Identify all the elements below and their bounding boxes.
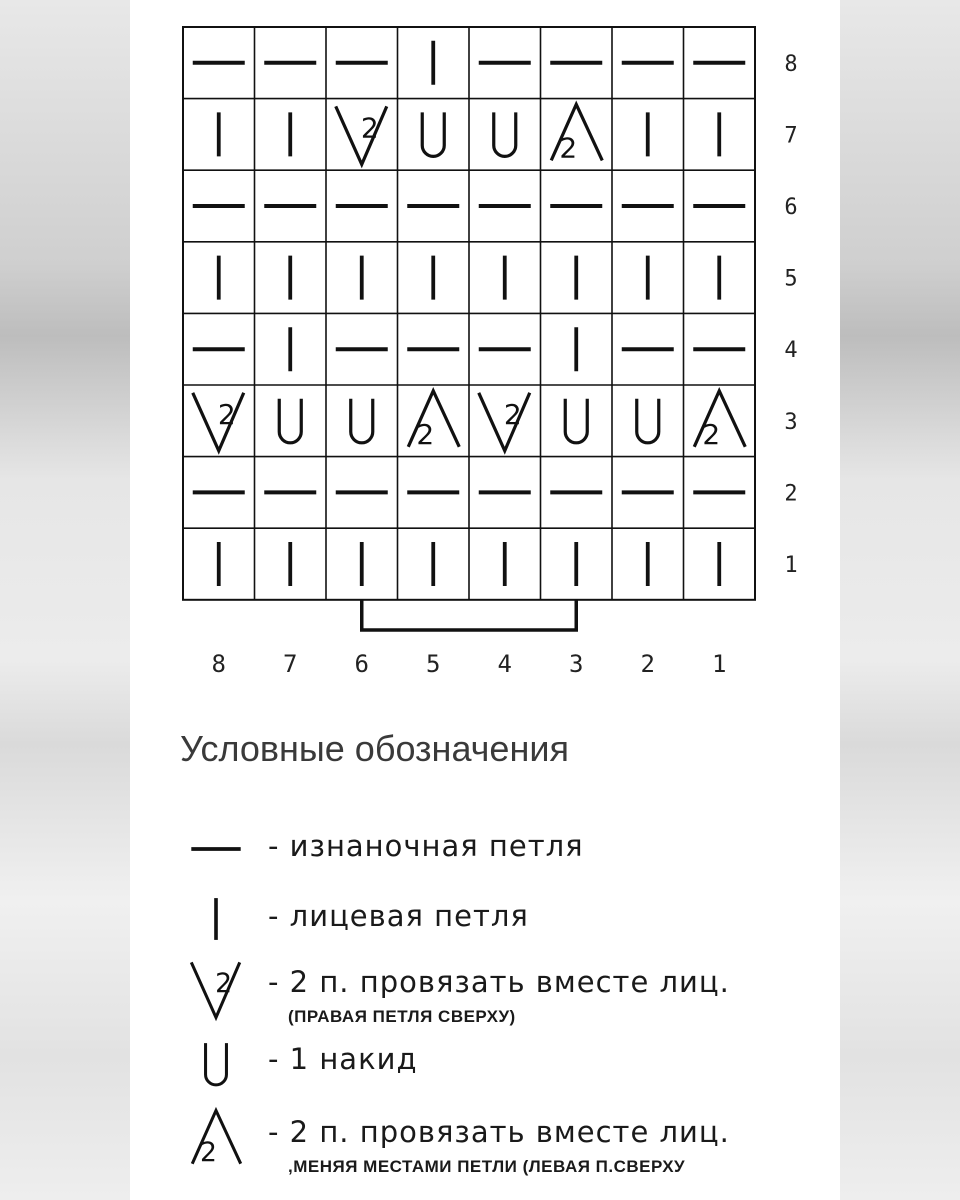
stitch-cell-k2tog-left (551, 104, 602, 164)
yarn-over-stroke (351, 399, 373, 443)
k2tog-right-digit: 2 (217, 397, 236, 431)
legend-text-knit: - лицевая петля (268, 899, 529, 933)
k2tog-right-digit: 2 (503, 397, 522, 431)
stitch-cell-k2tog-right (479, 393, 530, 451)
row-number-label: 5 (784, 266, 798, 292)
yarn-over-stroke (206, 1043, 227, 1085)
legend-text-purl: - изнаночная петля (268, 829, 584, 863)
row-numbers (784, 52, 797, 578)
row-number-label: 6 (784, 195, 798, 220)
yarn-over-symbol-icon (180, 1030, 260, 1100)
knit-symbol-icon (180, 885, 260, 955)
yarn-over-stroke (494, 112, 516, 156)
k2tog-left-digit: 2 (559, 131, 578, 165)
k2tog-right-digit: 2 (360, 111, 379, 145)
purl-symbol-icon (180, 815, 260, 885)
k2tog-left-symbol-icon (180, 1105, 260, 1175)
column-numbers (212, 650, 727, 678)
k2tog-right-digit: 2 (215, 967, 233, 999)
repeat-bracket (362, 600, 577, 630)
k2tog-left-digit: 2 (416, 417, 435, 451)
column-number-label: 5 (426, 650, 441, 678)
row-number-label: 7 (784, 123, 798, 149)
legend-text-k2tog-left: - 2 п. провязать вместе лиц. (268, 1115, 730, 1149)
column-number-label: 1 (712, 650, 727, 678)
legend-note-k2tog-left: ,МЕНЯЯ МЕСТАМИ ПЕТЛИ (ЛЕВАЯ П.СВЕРХУ (288, 1157, 686, 1176)
legend-text-yarn-over: - 1 накид (268, 1042, 418, 1076)
chart-grid (183, 27, 755, 600)
column-number-label: 2 (640, 650, 655, 678)
column-number-label: 8 (211, 650, 226, 678)
row-number-label: 1 (784, 553, 798, 578)
column-number-label: 6 (354, 650, 369, 678)
stitch-cell-yarn-over (637, 399, 659, 443)
legend-symbol-yarn-over (206, 1043, 227, 1085)
legend-title: Условные обозначения (180, 728, 569, 769)
k2tog-right-symbol-icon (180, 955, 260, 1025)
column-number-label: 7 (283, 650, 298, 678)
row-number-label: 3 (784, 409, 798, 435)
legend-symbol-k2tog-right (191, 962, 239, 1017)
yarn-over-stroke (565, 399, 587, 443)
stitch-cell-yarn-over (494, 112, 516, 156)
stitch-cell-k2tog-right (193, 393, 244, 451)
stitch-cell-k2tog-left (694, 391, 745, 451)
legend-symbol-k2tog-left (192, 1111, 240, 1168)
yarn-over-stroke (637, 399, 659, 443)
stitch-cell-k2tog-right (336, 106, 387, 164)
stitch-cell-yarn-over (351, 399, 373, 443)
k2tog-left-digit: 2 (702, 417, 721, 451)
column-number-label: 4 (497, 650, 512, 678)
yarn-over-stroke (279, 399, 301, 443)
legend-note-k2tog-right: (ПРАВАЯ ПЕТЛЯ СВЕРХУ) (288, 1007, 516, 1026)
stitch-cell-yarn-over (565, 399, 587, 443)
row-number-label: 4 (784, 338, 798, 364)
legend-text-k2tog-right: - 2 п. провязать вместе лиц. (268, 965, 730, 999)
row-number-label: 8 (784, 51, 798, 77)
stitch-cell-k2tog-left (408, 391, 459, 451)
row-number-label: 2 (784, 481, 798, 507)
k2tog-left-digit: 2 (199, 1136, 217, 1168)
stitch-cell-yarn-over (422, 112, 444, 156)
stitch-cell-yarn-over (279, 399, 301, 443)
column-number-label: 3 (569, 650, 584, 678)
yarn-over-stroke (422, 112, 444, 156)
